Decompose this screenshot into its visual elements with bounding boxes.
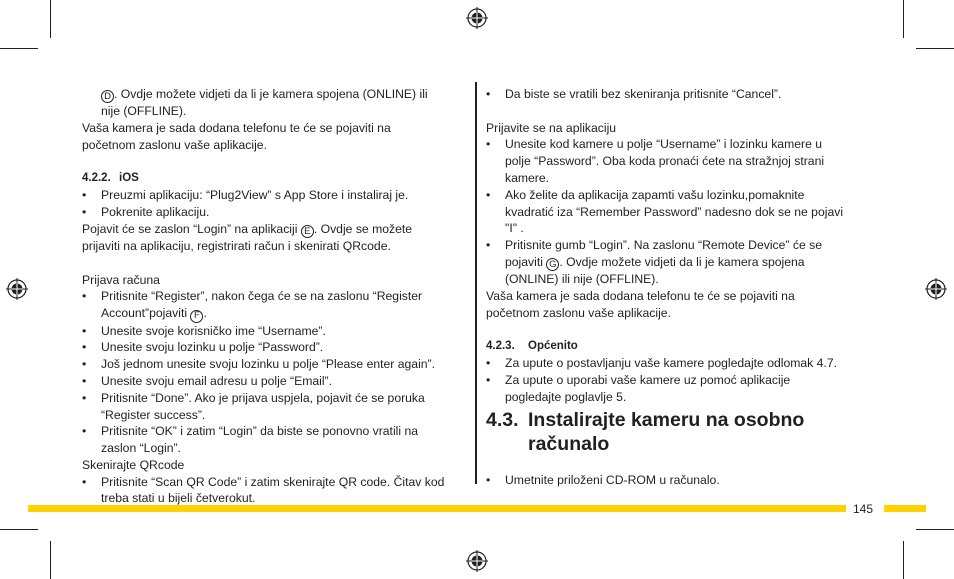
crop-mark <box>916 48 954 49</box>
bullet: • <box>486 373 491 387</box>
crop-mark <box>50 0 51 38</box>
callout-g-icon: G <box>546 258 559 271</box>
text: Unesite kod kamere u polje “Username” i lozinku kamere u <box>505 137 823 152</box>
heading-number: 4.3. <box>486 408 519 431</box>
text: Pritisnite “Done”. Ako je prijava uspjela, pojavit će se poruka <box>101 390 425 405</box>
text: Ako želite da aplikacija zapamti vašu lozinku,pomaknite <box>505 187 805 202</box>
list-item <box>486 187 872 237</box>
text: zaslon “Login”. <box>101 441 181 456</box>
text: treba stati u bijeli četverokut. <box>101 491 256 506</box>
text: polje “Password”. Oba koda pronaći ćete na stražnjoj strani <box>505 154 825 169</box>
bullet: • <box>486 238 491 253</box>
crop-mark <box>903 541 904 579</box>
text: Da biste se vratili bez skeniranja pritisnite “Cancel”. <box>505 87 782 101</box>
text: “Register success”. <box>101 407 206 422</box>
bullet: • <box>82 424 87 439</box>
section-heading-general <box>486 338 872 355</box>
list-item <box>486 355 872 372</box>
list-item <box>82 390 464 424</box>
bullet: • <box>82 323 87 338</box>
text: Pritisnite gumb “Login”. Na zaslonu “Remote Device” će se <box>505 238 823 253</box>
list-item <box>82 423 464 457</box>
crop-mark <box>916 529 954 530</box>
list-item <box>486 472 872 489</box>
text: kvadratić iza “Remember Password” nadesno dok se ne pojavi <box>505 204 844 219</box>
paragraph: Vaša kamera je sada dodana telefonu te će se pojaviti na <box>486 289 795 304</box>
right-column <box>486 86 872 488</box>
heading-title: Instalirajte kameru na osobno <box>528 408 805 431</box>
left-column <box>82 86 464 507</box>
section-heading-ios <box>82 170 464 187</box>
crop-mark <box>0 529 38 530</box>
list-item <box>82 323 464 340</box>
text: Pritisnite “OK” i zatim “Login” da biste se ponovno vratili na <box>101 424 419 439</box>
subheading: Skenirajte QRcode <box>82 457 185 472</box>
text: Unesite svoje korisničko ime “Username”. <box>101 323 326 338</box>
crop-mark <box>50 541 51 579</box>
text: Pritisnite “Scan QR Code” i zatim skenirajte QR code. Čitav kod <box>101 474 445 489</box>
callout-d-icon: D <box>101 90 114 103</box>
text: . <box>203 306 207 321</box>
text: Za upute o uporabi vaše kamere uz pomoć aplikacije <box>505 373 791 387</box>
text: "I" . <box>505 221 524 236</box>
paragraph: početnom zaslonu vaše aplikacije. <box>486 305 671 320</box>
text: Pojavit će se zaslon “Login” na aplikaciji <box>82 221 298 236</box>
list-item <box>82 187 464 204</box>
footer-bar <box>28 505 846 512</box>
list-item <box>82 373 464 390</box>
text: Unesite svoju email adresu u polje “Email”. <box>101 373 332 388</box>
crop-mark <box>903 0 904 38</box>
bullet: • <box>82 357 87 372</box>
bullet: • <box>486 87 491 101</box>
text: Za upute o postavljanju vaše kamere pogledajte odlomak 4.7. <box>505 356 837 371</box>
callout-f-icon: F <box>190 310 203 323</box>
list-item <box>82 204 464 221</box>
text: Preuzmi aplikaciju: “Plug2View” s App Store i instaliraj je. <box>101 188 409 203</box>
bullet: • <box>82 474 87 489</box>
list-item <box>82 288 464 322</box>
text: Pokrenite aplikaciju. <box>101 205 210 220</box>
bullet: • <box>82 188 87 203</box>
paragraph: Vaša kamera je sada dodana telefonu te će se pojaviti na <box>82 121 391 136</box>
list-item <box>486 372 872 406</box>
heading-number: 4.2.3. <box>486 340 515 353</box>
text: . Ovdje možete vidjeti da li je kamera spojena (ONLINE) ili <box>114 87 428 101</box>
heading-title: iOS <box>119 172 139 185</box>
paragraph: nije (OFFLINE). <box>101 104 187 119</box>
text: Unesite svoju lozinku u polje “Password”. <box>101 340 324 355</box>
bullet: • <box>486 187 491 202</box>
bullet: • <box>82 289 87 304</box>
callout-e-icon: E <box>301 225 314 238</box>
text: Još jednom unesite svoju lozinku u polje “Please enter again”. <box>101 357 435 372</box>
text: . Ovdje možete vidjeti da li je kamera spojena <box>559 254 805 269</box>
heading-number: 4.2.2. <box>82 172 111 185</box>
text: . Ovdje se možete <box>313 221 413 236</box>
registration-mark-icon <box>925 278 947 300</box>
text: pogledajte poglavlje 5. <box>505 389 627 404</box>
footer-bar <box>884 505 926 512</box>
text: Pritisnite “Register”, nakon čega će se na zaslonu “Register <box>101 289 423 304</box>
bullet: • <box>486 472 491 487</box>
bullet: • <box>82 373 87 388</box>
bullet: • <box>82 340 87 355</box>
text: Account”pojaviti <box>101 306 188 321</box>
text: (ONLINE) ili nije (OFFLINE). <box>505 272 659 287</box>
heading-title: računalo <box>528 432 610 455</box>
chapter-heading <box>486 408 872 456</box>
list-item <box>486 136 872 186</box>
list-item <box>82 474 464 508</box>
crop-mark <box>0 48 38 49</box>
subheading: Prijavite se na aplikaciju <box>486 120 617 135</box>
text: Umetnite priloženi CD-ROM u računalo. <box>505 472 720 487</box>
bullet: • <box>486 137 491 152</box>
registration-mark-icon <box>466 550 488 572</box>
bullet: • <box>486 356 491 371</box>
list-item <box>486 237 872 288</box>
bullet: • <box>82 205 87 220</box>
text: pojaviti <box>505 254 543 269</box>
column-divider <box>475 82 477 484</box>
paragraph <box>82 86 464 103</box>
list-item <box>82 339 464 356</box>
registration-mark-icon <box>6 278 28 300</box>
text: kamere. <box>505 170 550 185</box>
subheading: Prijava računa <box>82 272 160 287</box>
bullet: • <box>82 390 87 405</box>
heading-title: Općenito <box>528 340 578 353</box>
registration-mark-icon <box>466 7 488 29</box>
paragraph: početnom zaslonu vaše aplikacije. <box>82 137 267 152</box>
list-item <box>82 356 464 373</box>
list-item <box>486 86 872 103</box>
paragraph: prijaviti na aplikaciju, registrirati račun i skenirati QRcode. <box>82 239 391 254</box>
paragraph <box>82 221 464 238</box>
page-number: 145 <box>853 502 874 516</box>
